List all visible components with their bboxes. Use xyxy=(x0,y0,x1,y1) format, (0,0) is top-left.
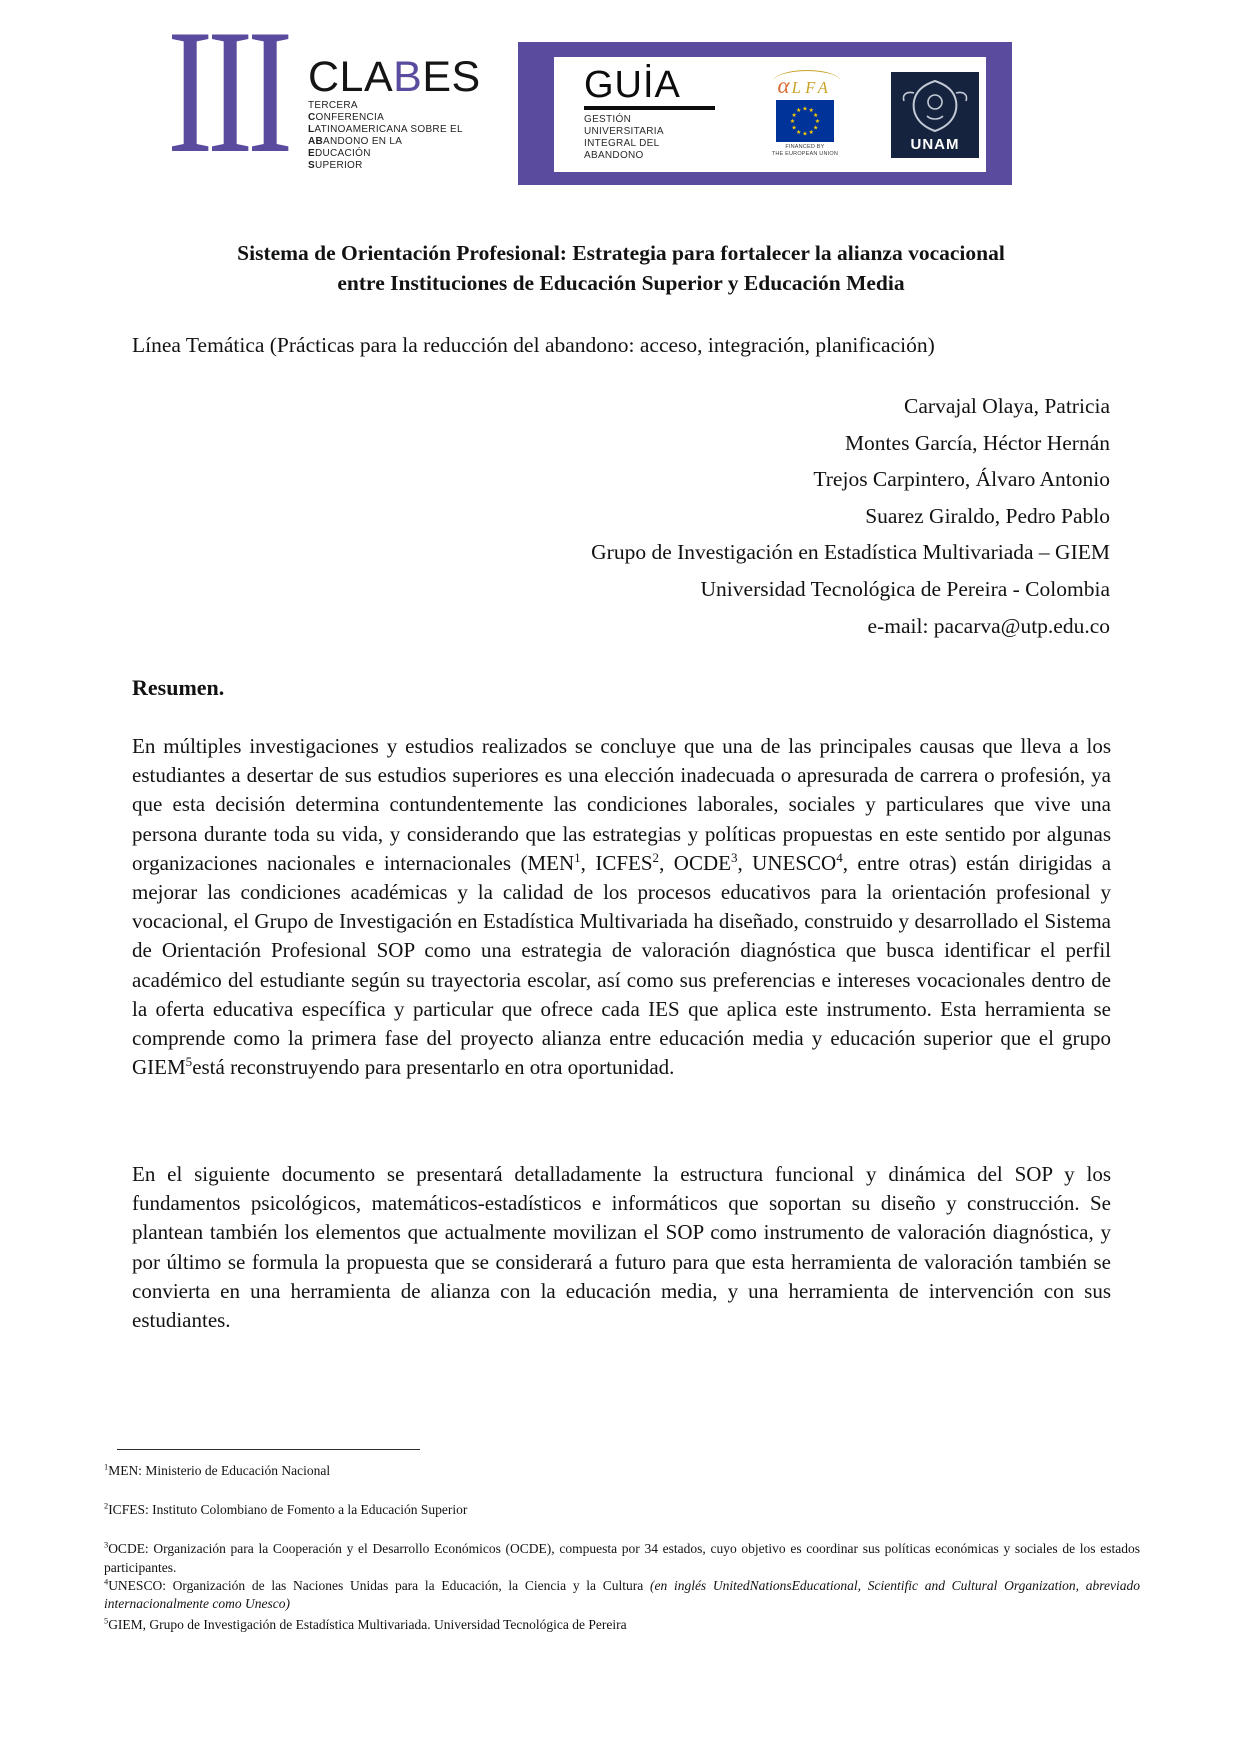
alfa-logo xyxy=(767,72,843,157)
svg-text:★: ★ xyxy=(812,111,819,119)
clabes-logo xyxy=(308,53,481,172)
clabes-subtitle-line: ABANDONO EN LA xyxy=(308,136,403,147)
eu-flag-icon xyxy=(776,100,834,142)
alfa-wordmark xyxy=(778,72,833,98)
svg-text:★: ★ xyxy=(812,124,819,132)
clabes-roman-numeral: III xyxy=(167,0,287,190)
footnote-1: $^1$MEN: Ministerio de Educación Nacional xyxy=(104,1462,331,1478)
eu-financed-text xyxy=(767,144,843,157)
footnote-3: $^3$OCDE: Organización para la Cooperación y el Desarrollo Económicos (OCDE), compuesta por 34 estados, cuyo objetivo es coordinar sus políticas económicas y sociales de los estados participantes. xyxy=(104,1540,1140,1575)
svg-text:★: ★ xyxy=(808,107,814,115)
clabes-subtitle-line: LATINOAMERICANA SOBRE EL xyxy=(308,124,463,135)
footnotes-section xyxy=(104,1449,1140,1634)
abstract-paragraph-1: En múltiples investigaciones y estudios realizados se concluye que una de las principales causas que lleva a los estudiantes a desertar de sus estudios superiores es una elección inadecuada o apresurada de carrera o profesión, ya que esta decisión determina contundentemente las condiciones laborales, sociales y particulares que vive una persona durante toda su vida, y considerando que las estrategias y políticas propuestas en este sentido por algunas organizaciones nacionales e internacionales (MEN$^1$, ICFES$^2$, OCDE$^3$, UNESCO$^4$, entre otras) están dirigidas a mejorar las condiciones académicas y la calidad de los procesos educativos para la orientación profesional y vocacional, el Grupo de Investigación en Estadística Multivariada ha diseñado, construido y desarrollado el Sistema de Orientación Profesional SOP como una estrategia de valoración diagnóstica que busca identificar el perfil académico del estudiante según su trayectoria escolar, así como sus preferencias e intereses vocacionales dentro de la oferta educativa específica y particular que ofrece cada IES que aplica este instrumento. Esta herramienta se comprende como la primera fase del proyecto alianza entre educación media y educación superior que el grupo GIEM$^5$está reconstruyendo para presentarlo en otra oportunidad. xyxy=(132,734,1112,1080)
paper-title xyxy=(132,238,1110,298)
abstract-heading: Resumen. xyxy=(132,675,225,700)
eu-financed-line: THE EUROPEAN UNION xyxy=(771,150,839,157)
guia-logo xyxy=(584,63,715,162)
unam-wordmark: UNAM xyxy=(910,135,960,153)
clabes-wordmark: CLABES xyxy=(308,53,481,101)
affiliation-line: Universidad Tecnológica de Pereira - Colombia xyxy=(700,576,1110,601)
svg-text:★: ★ xyxy=(791,111,797,119)
guia-subtitle xyxy=(584,114,715,162)
guia-subtitle-line: UNIVERSITARIA xyxy=(584,125,664,137)
footnote-4: $^4$UNESCO: Organización de las Naciones Unidas para la Educación, la Ciencia y la Cultura (en inglés UnitedNationsEducational, Scientific and Cultural Organization, abreviado internacionalmente como Unesco) xyxy=(104,1577,1140,1612)
svg-text:★: ★ xyxy=(789,118,796,125)
clabes-subtitle-line: EDUCACIÓN xyxy=(308,148,371,159)
svg-text:★: ★ xyxy=(802,130,808,138)
guia-subtitle-line: ABANDONO xyxy=(584,149,644,161)
author-line: Carvajal Olaya, Patricia xyxy=(904,394,1110,418)
abstract-paragraph-2: En el siguiente documento se presentará detalladamente la estructura funcional y dinámica del SOP y los fundamentos psicológicos, matemáticos-estadísticos e informáticos que soportan su diseño y construcción. Se plantean también los elementos que actualmente movilizan el SOP como instrumento de valoración diagnóstica, y por último se formula la propuesta que se considerará a futuro para que esta herramienta de valoración también se convierta en una herramienta de alianza con la educación media, y una herramienta de intervención con sus estudiantes. xyxy=(132,1162,1111,1333)
alfa-lfa-text: LFA xyxy=(791,78,833,97)
research-group-line: Grupo de Investigación en Estadística Multivariada – GIEM xyxy=(591,540,1110,565)
svg-text:★: ★ xyxy=(814,118,821,125)
guia-wordmark: GUİA xyxy=(584,68,715,110)
svg-text:★: ★ xyxy=(795,107,802,115)
guia-subtitle-line: GESTIÓN xyxy=(584,113,632,125)
authors-block xyxy=(591,388,1110,644)
paper-title-line: Sistema de Orientación Profesional: Estrategia para fortalecer la alianza vocacional xyxy=(237,241,1005,265)
alfa-arc-decoration xyxy=(773,70,842,82)
clabes-subtitle-line: CONFERENCIA xyxy=(308,112,385,123)
eu-financed-line: FINANCED BY xyxy=(785,144,825,150)
alfa-alpha-glyph: α xyxy=(777,73,790,98)
clabes-subtitle-line: SUPERIOR xyxy=(308,160,363,171)
clabes-subtitle xyxy=(308,100,481,172)
svg-text:★: ★ xyxy=(791,124,797,132)
thematic-line: Línea Temática (Prácticas para la reducción del abandono: acceso, integración, planificación) xyxy=(132,333,935,357)
sponsor-banner xyxy=(518,42,1012,185)
author-line: Suarez Giraldo, Pedro Pablo xyxy=(865,503,1110,528)
paper-title-line: entre Instituciones de Educación Superior y Educación Media xyxy=(337,271,905,295)
author-line: Montes García, Héctor Hernán xyxy=(844,430,1110,455)
footnote-2: $^2$ICFES: Instituto Colombiano de Fomento a la Educación Superior xyxy=(104,1501,468,1518)
author-line: Trejos Carpintero, Álvaro Antonio xyxy=(813,467,1110,492)
unam-logo xyxy=(891,72,979,158)
svg-text:★: ★ xyxy=(795,128,802,136)
clabes-subtitle-line: TERCERA xyxy=(308,100,358,111)
footnote-5: $^5$GIEM, Grupo de Investigación de Estadística Multivariada. Universidad Tecnológica de Pereira xyxy=(104,1616,627,1633)
svg-text:★: ★ xyxy=(802,105,808,113)
email-line: e-mail: pacarva@utp.edu.co xyxy=(867,613,1110,638)
sponsor-banner-inner xyxy=(554,57,986,172)
footnote-separator xyxy=(117,1449,420,1450)
svg-text:★: ★ xyxy=(808,128,814,136)
guia-subtitle-line: INTEGRAL DEL xyxy=(584,137,660,149)
